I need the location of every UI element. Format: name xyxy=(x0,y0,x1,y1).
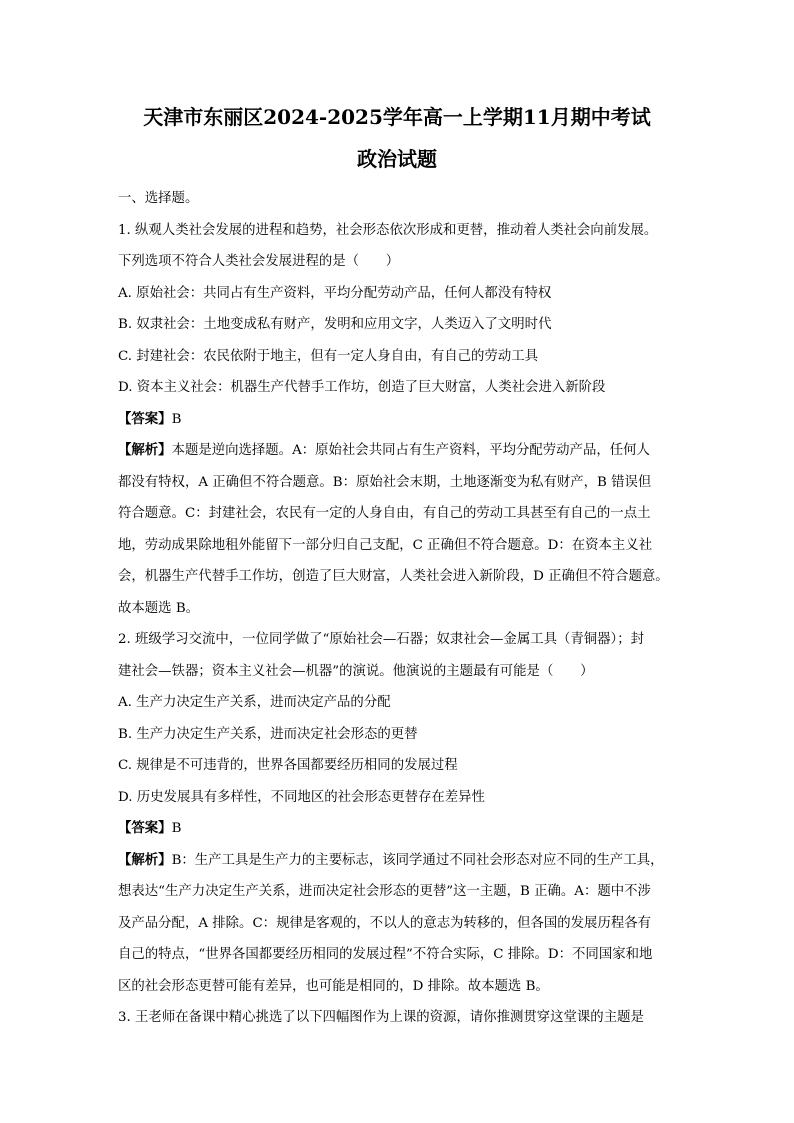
option-d: D. 历史发展具有多样性，不同地区的社会形态更替存在差异性 xyxy=(118,789,485,805)
question-stem-line: 3. 王老师在备课中精心挑选了以下四幅图作为上课的资源，请你推测贯穿这堂课的主题是 xyxy=(118,1010,644,1025)
section-label: 【解析】 xyxy=(118,442,172,458)
analysis-line: 都没有特权，A 正确但不符合题意。B：原始社会末期，土地逐渐变为私有财产，B 错误但 xyxy=(118,474,652,490)
analysis-line: 区的社会形态更替可能有差异，也可能是相同的，D 排除。故本题选 B。 xyxy=(118,978,549,994)
document-title: 天津市东丽区2024-2025学年高一上学期11月期中考试 xyxy=(143,105,651,129)
question-3 xyxy=(118,1002,684,1034)
option-c: C. 封建社会：农民依附于地主，但有一定人身自由，有自己的劳动工具 xyxy=(118,348,538,364)
analysis-line: 自己的特点，“世界各国都要经历相同的发展过程”不符合实际，C 排除。D：不同国家和地 xyxy=(118,947,653,962)
analysis-line: 【解析】本题是逆向选择题。A：原始社会共同占有生产资料，平均分配劳动产品，任何人 xyxy=(118,442,650,458)
question-stem-line: 1. 纵观人类社会发展的进程和趋势，社会形态依次形成和更替，推动着人类社会向前发展。 xyxy=(118,222,658,238)
analysis-line: 及产品分配，A 排除。C：规律是客观的，不以人的意志为转移的，但各国的发展历程各有 xyxy=(118,915,652,931)
analysis-line: 故本题选 B。 xyxy=(118,600,200,616)
option-b: B. 生产力决定生产关系，进而决定社会形态的更替 xyxy=(118,726,418,742)
analysis-line: 地，劳动成果除地租外能留下一部分归自己支配，C 正确但不符合题意。D：在资本主义社 xyxy=(118,537,653,553)
question-stem-line: 建社会—铁器；资本主义社会—机器”的演说。他演说的主题最有可能是（ ） xyxy=(118,663,594,679)
question-stem-line: 下列选项不符合人类社会发展进程的是（ ） xyxy=(118,254,400,269)
option-d: D. 资本主义社会：机器生产代替手工作坊，创造了巨大财富，人类社会进入新阶段 xyxy=(118,380,606,395)
section-heading: 一、选择题。 xyxy=(118,191,199,206)
analysis-line: 符合题意。C：封建社会，农民有一定的人身自由，有自己的劳动工具甚至有自己的一点土 xyxy=(118,506,651,521)
section-label: 【解析】 xyxy=(118,851,172,868)
option-b: B. 奴隶社会：土地变成私有财产，发明和应用文字，人类迈入了文明时代 xyxy=(118,317,552,332)
analysis-line: 想表达“生产力决定生产关系，进而决定社会形态的更替”这一主题，B 正确。A：题中不涉 xyxy=(118,884,651,899)
section-label: 【答案】 xyxy=(118,820,172,836)
analysis-line: 会，机器生产代替手工作坊，创造了巨大财富，人类社会进入新阶段，D 正确但不符合题意。 xyxy=(118,569,669,584)
answer-line: 【答案】B xyxy=(118,410,182,427)
option-c: C. 规律是不可违背的，世界各国都要经历相同的发展过程 xyxy=(118,758,458,773)
option-a: A. 生产力决定生产关系，进而决定产品的分配 xyxy=(118,695,391,710)
document-body xyxy=(118,183,684,1034)
analysis-line: 【解析】B：生产工具是生产力的主要标志，该同学通过不同社会形态对应不同的生产工具， xyxy=(118,851,664,868)
option-a: A. 原始社会：共同占有生产资料，平均分配劳动产品，任何人都没有特权 xyxy=(118,285,552,301)
section-label: 【答案】 xyxy=(118,410,172,427)
question-stem-line: 2. 班级学习交流中，一位同学做了“原始社会—石器；奴隶社会—金属工具（青铜器）；封 xyxy=(118,632,645,647)
document-subtitle: 政治试题 xyxy=(357,147,437,171)
question-1 xyxy=(118,215,684,625)
question-2 xyxy=(118,624,684,1002)
answer-line: 【答案】B xyxy=(118,820,182,836)
